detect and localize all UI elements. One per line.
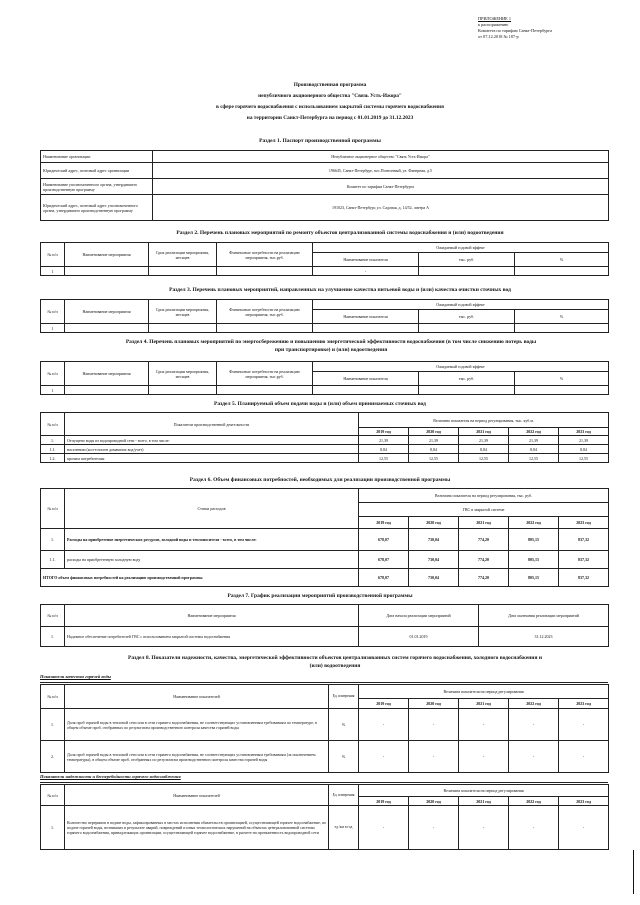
cell: 730,04: [409, 569, 459, 587]
title-line: непубличного акционерного общества "Связь Усть-Ижора": [258, 93, 402, 99]
cell: 21,39: [409, 436, 459, 445]
cell: Расходы на приобретение энергетических ресурсов, холодной воды и теплоносителя - всего, в том числе:: [65, 529, 359, 551]
cell: [419, 324, 515, 333]
section-3-title: Раздел 3. Перечень плановых мероприятий, направленных на улучшение качества питьевой воды и (или) качества очистки сточных вод: [169, 287, 511, 293]
col-header: Ожидаемый годовой эффект: [313, 300, 609, 310]
title-line: в сфере горячего водоснабжения с использованием закрытой системы горячего водоснабжения: [216, 104, 444, 110]
cell: 837,32: [559, 569, 609, 587]
col-header: № п/п: [41, 785, 65, 806]
col-header: Наименование мероприятия: [65, 362, 149, 386]
year-header: 2022 год: [509, 797, 559, 806]
year-header: 2021 год: [459, 699, 509, 709]
cell: 1: [41, 324, 65, 333]
year-header: 2020 год: [409, 797, 459, 806]
cell: 21,39: [559, 436, 609, 445]
section-1-title: Раздел 1. Паспорт производственной программы: [259, 138, 381, 144]
table-row: [41, 267, 609, 276]
col-header: Наименование мероприятия: [65, 243, 149, 267]
col-header: Наименование показателя: [313, 310, 419, 324]
appendix-line: ПРИЛОЖЕНИЕ 1: [478, 16, 512, 21]
table-row: [41, 195, 609, 221]
col-header: № п/п: [41, 685, 65, 709]
section-8-title-line: Раздел 8. Показатели надежности, качества, энергетической эффективности объектов централизованных систем горячего водоснабжения, холодного водоснабжения и: [127, 655, 542, 661]
col-header: № п/п: [41, 243, 65, 267]
col-header: № п/п: [41, 489, 65, 529]
cell: 678,07: [359, 551, 409, 569]
cell: 678,07: [359, 529, 409, 551]
col-header: Наименование показателя: [313, 253, 419, 267]
year-header: 2019 год: [359, 428, 409, 436]
title-line: Производственная программа: [293, 82, 367, 88]
passport-label: Юридический адрес, почтовый адрес организации: [41, 163, 153, 179]
cell: [515, 324, 609, 333]
year-header: 2020 год: [409, 428, 459, 436]
col-header: Финансовые потребности на реализацию мероприятия, тыс.руб.: [217, 243, 313, 267]
table-row: [41, 806, 609, 850]
divider: [40, 682, 608, 683]
cell: ед./км в год: [329, 806, 359, 850]
col-header: Величина показателя на период регулирования: [359, 685, 609, 699]
col-header: Срок реализации мероприятия, месяцев: [149, 300, 217, 324]
cell: 1.: [41, 436, 65, 445]
cell: [65, 386, 149, 395]
col-header: %: [515, 310, 609, 324]
appendix-line: от 07.12.2018 № 187-р: [478, 34, 519, 39]
cell: -: [559, 741, 609, 773]
cell: -: [409, 741, 459, 773]
year-header: 2021 год: [459, 797, 509, 806]
cell: 1.2.: [41, 454, 65, 463]
section-6-table: [40, 488, 609, 587]
cell: -: [359, 709, 409, 741]
cell: 730,04: [409, 551, 459, 569]
cell: -: [559, 709, 609, 741]
cell: 678,07: [359, 569, 409, 587]
col-header: Ед. измерения: [329, 785, 359, 806]
cell: -: [509, 709, 559, 741]
total-label: ИТОГО объем финансовых потребностей на реализацию производственной программы: [41, 569, 359, 587]
cell: -: [459, 741, 509, 773]
cell: Количество перерывов в подаче воды, зафиксированных в местах исполнения обязательств организацией, осуществляющей горячее водоснабжение, по подаче горячей воды, возникших в результате аварий, повреждений и иных технологических нарушений на объектах централизованной системы горячего водоснабжения, принадлежащих организации, осуществляющей горячее водоснабжение, в расчете на протяженность водопроводной сети: [65, 806, 329, 850]
table-row: [41, 163, 609, 179]
table-row: [41, 151, 609, 163]
cell: -: [509, 806, 559, 850]
document-title: [100, 80, 560, 124]
passport-label: Наименование уполномоченного органа, утвердившего производственную программу: [41, 179, 153, 195]
cell: 12,55: [359, 454, 409, 463]
cell: [313, 386, 419, 395]
subsection-quality: Показатели качества горячей воды: [40, 674, 111, 679]
table-row: [41, 445, 609, 454]
cell: 12,55: [509, 454, 559, 463]
cell: [65, 324, 149, 333]
section-7-table: [40, 604, 609, 647]
table-row: [41, 551, 609, 569]
cell: 1.1.: [41, 551, 65, 569]
year-header: 2022 год: [509, 517, 559, 529]
cell: 12,55: [409, 454, 459, 463]
cell: 31.12.2023: [479, 627, 609, 647]
cell: 805,15: [509, 529, 559, 551]
cell: -: [459, 806, 509, 850]
table-row: [41, 436, 609, 445]
year-header: 2023 год: [559, 428, 609, 436]
table-row: [41, 386, 609, 395]
cell: 8,84: [409, 445, 459, 454]
year-header: 2023 год: [559, 797, 609, 806]
cell: населению (кол-тотален домашних вод/учет): [65, 445, 359, 454]
cell: -: [313, 267, 419, 276]
section-8-title-line: (или) водоотведения: [309, 663, 361, 669]
year-header: 2019 год: [359, 699, 409, 709]
cell: расходы на приобретенную холодную воду: [65, 551, 359, 569]
cell: 774,20: [459, 529, 509, 551]
cell: 8,84: [559, 445, 609, 454]
cell: [217, 324, 313, 333]
col-header: Ед. измерения: [329, 685, 359, 709]
cell: -: [359, 806, 409, 850]
year-header: 2022 год: [509, 699, 559, 709]
cell: -: [559, 806, 609, 850]
appendix-line: к распоряжению: [478, 22, 509, 27]
cell: 21,39: [459, 436, 509, 445]
cell: 1: [41, 386, 65, 395]
year-header: 2020 год: [409, 699, 459, 709]
table-row: [41, 179, 609, 195]
col-header: Срок реализации мероприятия, месяцев: [149, 243, 217, 267]
year-header: 2021 год: [459, 517, 509, 529]
cell: [217, 267, 313, 276]
cell: 8,84: [459, 445, 509, 454]
cell: [65, 267, 149, 276]
cell: 805,15: [509, 551, 559, 569]
cell: -: [409, 806, 459, 850]
col-header: № п/п: [41, 300, 65, 324]
section-4-title-line: Раздел 4. Перечень плановых мероприятий по энергосбережению и повышению энергетической эффективности водоснабжения (в том числе снижению потерь воды: [125, 339, 537, 345]
col-header: тыс. руб.: [419, 310, 515, 324]
cell: 774,20: [459, 569, 509, 587]
cell: [149, 386, 217, 395]
cell: Доля проб горячей воды в тепловой сети или в сети горячего водоснабжения, не соответствующих установленным требованиям по температуре, в общем объеме проб, отобранных по результатам производственного контроля качества горячей воды: [65, 709, 329, 741]
cell: 01.01.2019: [359, 627, 479, 647]
cell: [149, 267, 217, 276]
divider: [40, 782, 608, 783]
table-row: [41, 569, 609, 587]
table-row: [41, 529, 609, 551]
cell: Надежное обеспечение потребителей ГВС с использованием закрытой системы водоснабжения: [65, 627, 359, 647]
col-header: № п/п: [41, 605, 65, 627]
col-header: тыс. руб.: [419, 253, 515, 267]
section-8-reliability-table: [40, 784, 609, 850]
cell: [217, 386, 313, 395]
year-header: 2020 год: [409, 517, 459, 529]
cell: 837,32: [559, 551, 609, 569]
section-2-title: Раздел 2. Перечень плановых мероприятий по ремонту объектов централизованной системы водоснабжения и (или) водоотведения: [176, 230, 504, 236]
cell: Доля проб горячей воды в тепловой сети или в сети горячего водоснабжения, не соответствующих установленным требованиям (за исключением температуры), в общем объеме проб, отобранных по результатам производственного контроля качества горячей воды: [65, 741, 329, 773]
cell: 837,32: [559, 529, 609, 551]
title-line: на территории Санкт-Петербурга на период с 01.01.2019 до 31.12.2023: [246, 115, 414, 121]
section-4-title-line: при транспортировке) и (или) водоотведения: [274, 347, 388, 353]
section-3-table: [40, 299, 609, 333]
cell: [313, 324, 419, 333]
cell: 1.: [41, 529, 65, 551]
section-8-title: [40, 654, 630, 670]
col-header: %: [515, 372, 609, 386]
cell: [149, 324, 217, 333]
col-header: тыс. руб.: [419, 372, 515, 386]
passport-label: Юридический адрес, почтовый адрес уполномоченного органа, утвердившего производственную программу: [41, 195, 153, 221]
section-2-table: [40, 242, 609, 276]
year-header: 2019 год: [359, 517, 409, 529]
col-header: Величина показателя на период регулирования: [359, 785, 609, 797]
section-8-quality-table: [40, 684, 609, 773]
cell: [419, 267, 515, 276]
year-header: 2023 год: [559, 517, 609, 529]
cell: 21,39: [509, 436, 559, 445]
cell: 8,84: [359, 445, 409, 454]
cell: 1.: [41, 709, 65, 741]
cell: 1.: [41, 627, 65, 647]
col-header: Наименование показателя: [313, 372, 419, 386]
cell: [419, 386, 515, 395]
section-7-title: Раздел 7. График реализации мероприятий производственной программы: [227, 593, 413, 599]
col-header: Наименование показателей: [65, 785, 329, 806]
passport-label: Наименование организации: [41, 151, 153, 163]
col-header: Статьи расходов: [65, 489, 359, 529]
col-header: Величина показателя на период регулирования, тыс. руб.: [359, 489, 609, 503]
passport-value: Непубличное акционерное общество "Связь Усть-Ижора": [153, 151, 609, 163]
cell: 2.: [41, 741, 65, 773]
cell: 1: [41, 267, 65, 276]
cell: 730,04: [409, 529, 459, 551]
cell: %: [329, 741, 359, 773]
passport-value: 196645, Санкт-Петербург, пос.Понтонный, ул. Фанерная, д.5: [153, 163, 609, 179]
col-header: Наименование мероприятия: [65, 300, 149, 324]
col-header: Ожидаемый годовой эффект: [313, 243, 609, 253]
year-header: 2021 год: [459, 428, 509, 436]
margin-mark: [633, 850, 634, 894]
cell: -: [459, 709, 509, 741]
section-5-title: Раздел 5. Планируемый объем подачи воды и (или) объем принимаемых сточных вод: [214, 401, 426, 407]
cell: Отпущено воды из водопроводной сети - всего, в том числе:: [65, 436, 359, 445]
cell: 12,55: [459, 454, 509, 463]
col-header: Дата окончания реализации мероприятий: [479, 605, 609, 627]
col-header: ГВС в закрытой системе: [359, 503, 609, 517]
col-header: %: [515, 253, 609, 267]
cell: 8,84: [509, 445, 559, 454]
section-4-title: [36, 338, 626, 354]
year-header: 2022 год: [509, 428, 559, 436]
cell: 1.1.: [41, 445, 65, 454]
col-header: Наименование мероприятия: [65, 605, 359, 627]
col-header: Наименование показателей: [65, 685, 329, 709]
year-header: 2019 год: [359, 797, 409, 806]
appendix-block: [478, 16, 628, 40]
col-header: № п/п: [41, 362, 65, 386]
col-header: Финансовые потребности на реализацию мероприятия, тыс.руб.: [217, 300, 313, 324]
cell: -: [409, 709, 459, 741]
appendix-line: Комитета по тарифам Санкт-Петербурга: [478, 28, 553, 33]
cell: [515, 267, 609, 276]
cell: -: [509, 741, 559, 773]
passport-value: 191023, Санкт-Петербург, ул. Садовая, д. 14/52, литера А: [153, 195, 609, 221]
section-6-title: Раздел 6. Объем финансовых потребностей, необходимых для реализации производственной программы: [189, 477, 451, 483]
cell: %: [329, 709, 359, 741]
table-row: [41, 627, 609, 647]
col-header: № п/п: [41, 413, 65, 436]
table-row: [41, 709, 609, 741]
table-row: [41, 741, 609, 773]
col-header: Показатели производственной деятельности: [65, 413, 359, 436]
subsection-reliability: Показатели надежности и бесперебойности горячего водоснабжения: [40, 774, 181, 779]
cell: прочим потребителям: [65, 454, 359, 463]
cell: 12,55: [559, 454, 609, 463]
col-header: Ожидаемый годовой эффект: [313, 362, 609, 372]
cell: 774,20: [459, 551, 509, 569]
cell: 21,39: [359, 436, 409, 445]
cell: -: [359, 741, 409, 773]
section-4-table: [40, 361, 609, 395]
cell: 805,15: [509, 569, 559, 587]
cell: 1.: [41, 806, 65, 850]
col-header: Дата начала реализации мероприятий: [359, 605, 479, 627]
cell: [515, 386, 609, 395]
section-5-table: [40, 412, 609, 463]
col-header: Финансовые потребности на реализацию мероприятия, тыс.руб.: [217, 362, 313, 386]
year-header: 2023 год: [559, 699, 609, 709]
col-header: Величина показателя на период регулирования, тыс. куб.м.: [359, 413, 609, 428]
section-1-table: [40, 150, 609, 221]
table-row: [41, 324, 609, 333]
col-header: Срок реализации мероприятия, месяцев: [149, 362, 217, 386]
passport-value: Комитет по тарифам Санкт-Петербурга: [153, 179, 609, 195]
table-row: [41, 454, 609, 463]
